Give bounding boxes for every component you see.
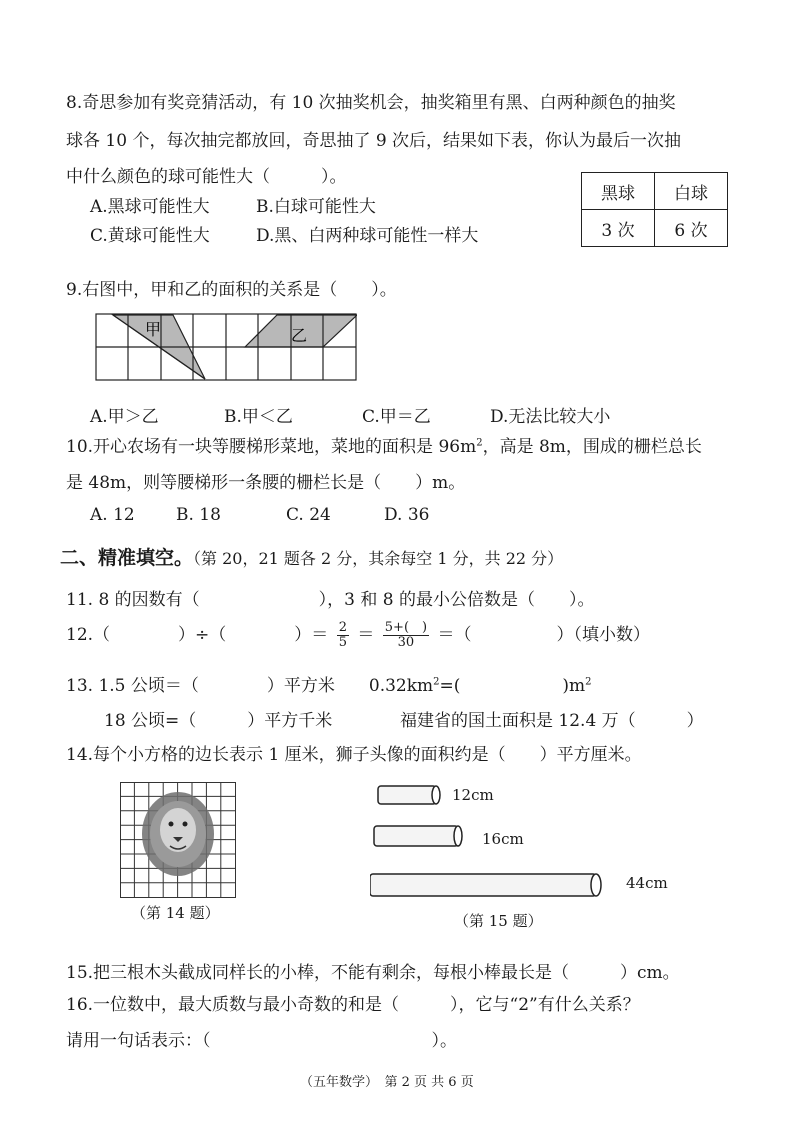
q13-sup1: 2 — [433, 676, 440, 688]
q13-sup2: 2 — [585, 676, 592, 688]
q8-option-b: B.白球可能性大 — [256, 197, 376, 217]
q12-suffix: ＝（ ）（填小数） — [437, 625, 650, 645]
stick2-label: 16cm — [482, 830, 524, 848]
q12-line — [66, 620, 650, 650]
q12-fraction-2 — [383, 621, 429, 650]
section2-heading — [60, 543, 563, 570]
table-header-white: 白球 — [655, 173, 728, 210]
q8-line2: 球各 10 个，每次抽完都放回，奇思抽了 9 次后，结果如下表，你认为最后一次抽 — [66, 131, 682, 151]
stick-12cm — [378, 786, 440, 804]
q9-option-c: C.甲＝乙 — [362, 407, 431, 427]
table-value-white: 6 次 — [655, 210, 728, 247]
q10-line2: 是 48m，则等腰梯形一条腰的栅栏长是（ ）m。 — [66, 473, 466, 493]
q9-option-d: D.无法比较大小 — [490, 407, 611, 427]
q15-caption: （第 15 题） — [454, 912, 543, 930]
q9-option-b: B.甲＜乙 — [224, 407, 293, 427]
q10-option-d: D. 36 — [384, 505, 430, 525]
section2-title: 二、精准填空。 — [60, 547, 194, 569]
q8-option-d: D.黑、白两种球可能性一样大 — [256, 226, 479, 246]
q12-prefix: 12.（ ）÷（ ）＝ — [66, 625, 329, 645]
stick-16cm — [374, 826, 462, 846]
table-value-black: 3 次 — [582, 210, 655, 247]
q15-text: 15.把三根木头截成同样长的小棒，不能有剩余，每根小棒最长是（ ）cm。 — [66, 963, 680, 983]
q13-line2-b: 福建省的国土面积是 12.4 万（ ） — [400, 711, 704, 731]
q8-line1: 8.奇思参加有奖竞猜活动，有 10 次抽奖机会，抽奖箱里有黑、白两种颜色的抽奖 — [66, 93, 676, 113]
q14-text: 14.每个小方格的边长表示 1 厘米，狮子头像的面积约是（ ）平方厘米。 — [66, 745, 642, 765]
stick3-label: 44cm — [626, 874, 668, 892]
q13-line2-a: 18 公顷=（ ）平方千米 — [104, 711, 333, 731]
label-jia: 甲 — [145, 320, 162, 339]
q12-fraction-1 — [337, 621, 349, 650]
stick-44cm — [370, 874, 601, 896]
q8-option-c: C.黄球可能性大 — [90, 226, 210, 246]
q10-line1-a: 10.开心农场有一块等腰梯形菜地，菜地的面积是 96m — [66, 437, 477, 457]
q13-line1-b: =( )m — [439, 676, 586, 696]
q16-line1: 16.一位数中，最大质数与最小奇数的和是（ ），它与“2”有什么关系？ — [66, 995, 640, 1015]
q10-line1 — [66, 432, 702, 457]
q10-option-a: A. 12 — [90, 505, 135, 525]
q10-option-b: B. 18 — [176, 505, 221, 525]
frac2-denominator: 30 — [397, 635, 415, 650]
q9-grid-figure — [95, 313, 357, 381]
label-yi: 乙 — [291, 326, 308, 345]
stick1-label: 12cm — [452, 786, 494, 804]
lion-head-icon — [142, 792, 214, 876]
q14-caption: （第 14 题） — [131, 904, 220, 922]
q8-line3: 中什么颜色的球可能性大（ ）。 — [66, 167, 347, 187]
q10-sup: 2 — [476, 437, 483, 449]
q8-option-a: A.黑球可能性大 — [90, 197, 210, 217]
q11-text: 11. 8 的因数有（ ），3 和 8 的最小公倍数是（ ）。 — [66, 590, 595, 610]
q13-line1 — [66, 671, 592, 696]
q9-option-a: A.甲＞乙 — [90, 407, 159, 427]
lion-grid-figure — [120, 782, 236, 898]
section2-note: （第 20，21 题各 2 分，其余每空 1 分，共 22 分） — [193, 549, 564, 568]
q9-text: 9.右图中，甲和乙的面积的关系是（ ）。 — [66, 280, 397, 300]
q8-result-table — [581, 172, 728, 247]
q10-line1-b: ，高是 8m，围成的栅栏总长 — [482, 437, 702, 457]
frac1-numerator: 2 — [338, 620, 347, 635]
table-header-black: 黑球 — [582, 173, 655, 210]
frac1-denominator: 5 — [338, 635, 347, 650]
q10-option-c: C. 24 — [286, 505, 331, 525]
q13-line1-a: 13. 1.5 公顷＝（ ）平方米 0.32km — [66, 676, 434, 696]
frac2-numerator: 5+( ) — [384, 620, 428, 635]
page-footer: （五年数学） 第 2 页 共 6 页 — [300, 1075, 474, 1090]
q12-equals: ＝ — [357, 625, 375, 645]
q16-line2: 请用一句话表示：（ ）。 — [66, 1031, 457, 1051]
